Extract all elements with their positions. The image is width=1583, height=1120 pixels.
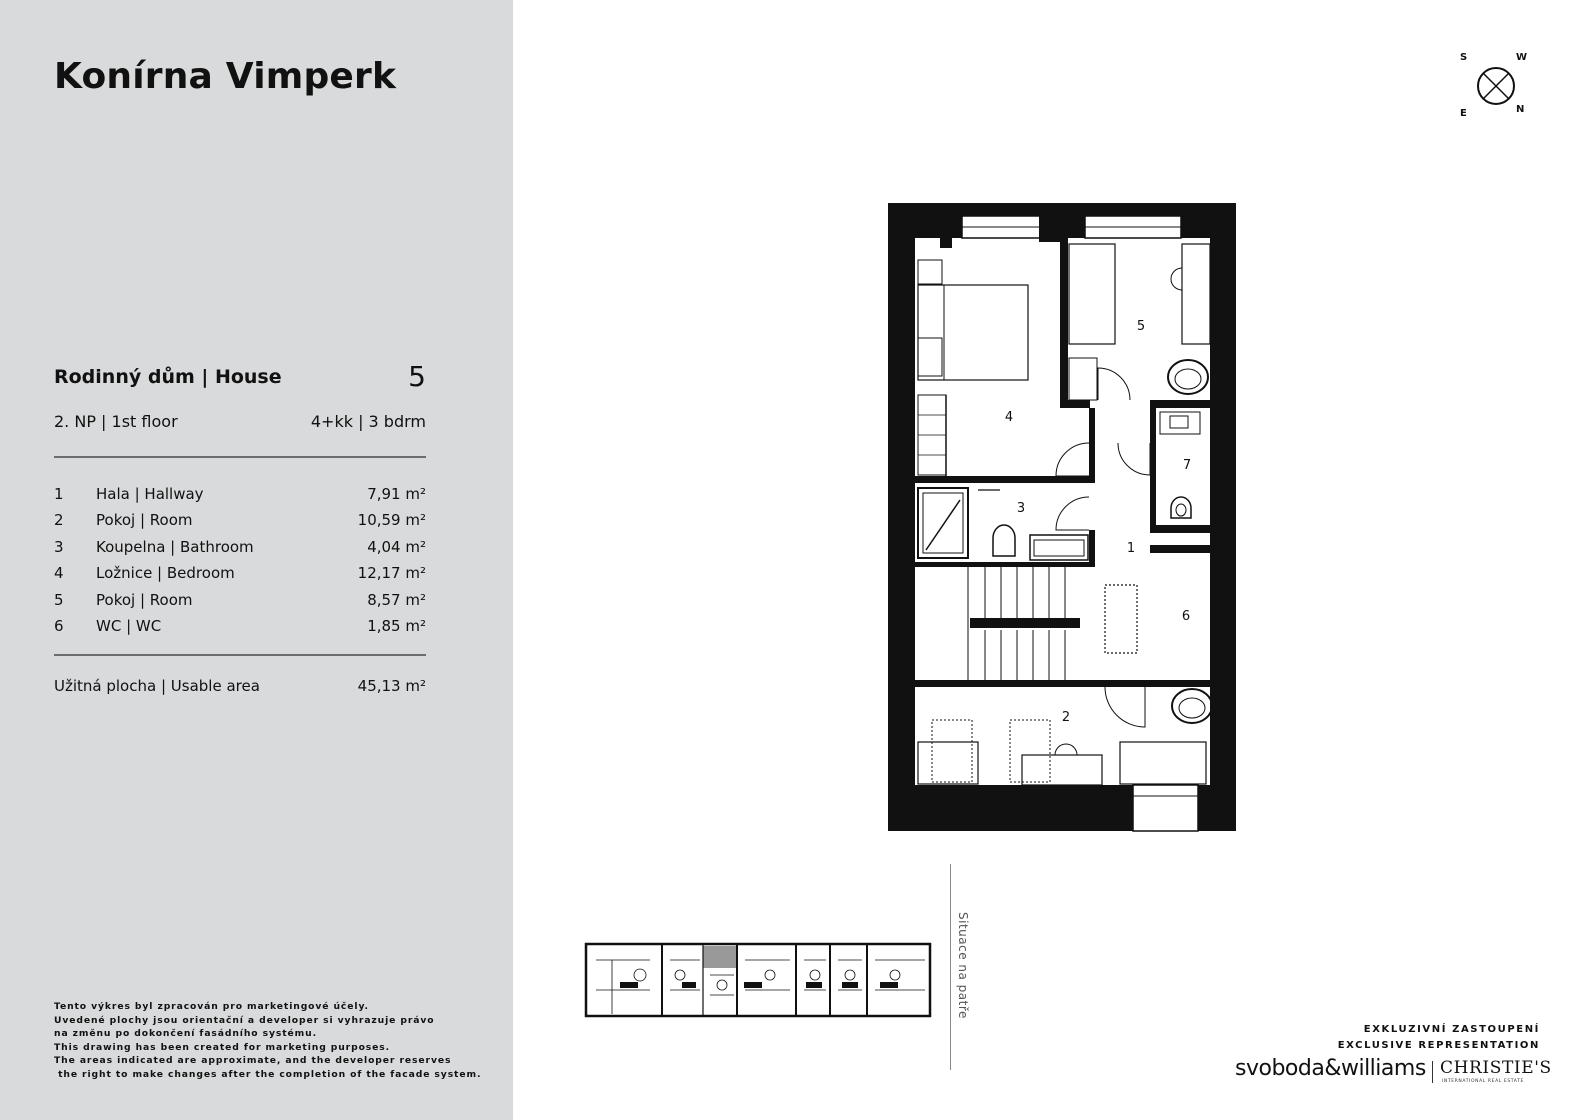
wall (1150, 545, 1210, 553)
desk (1022, 755, 1102, 785)
room-number: 1 (54, 485, 64, 503)
compass-s: S (1460, 52, 1468, 63)
floor-label: 2. NP | 1st floor (54, 412, 178, 431)
exclusive-representation (1338, 1022, 1540, 1054)
room-name: Pokoj | Room (96, 511, 193, 530)
disclaimer-line: Uvedené plochy jsou orientační a developer si vyhrazuje právo (54, 1014, 435, 1026)
room-number: 4 (54, 564, 64, 583)
plan-label-room-3: 3 (1016, 501, 1026, 516)
representation-line-cz: EXKLUZIVNÍ ZASTOUPENÍ (1363, 1024, 1540, 1035)
agency-logo: svoboda&williams (1235, 1056, 1426, 1081)
door-swing (1056, 497, 1089, 530)
room-name: WC | WC (96, 616, 162, 635)
layout-label: 4+kk | 3 bdrm (310, 412, 426, 431)
disclaimer-line: Tento výkres byl zpracován pro marketingové účely. (54, 1001, 369, 1012)
disclaimer-line: na změnu po dokončení fasádního systému. (54, 1028, 317, 1040)
door-swing (1098, 368, 1130, 400)
wall (1150, 408, 1156, 533)
door-swing (1056, 443, 1089, 476)
situation-label: Situace na patře (956, 912, 970, 1019)
compass-w: W (1516, 52, 1528, 63)
usable-area-value: 45,13 m² (357, 677, 426, 695)
door-swing (1118, 443, 1150, 475)
room-area: 8,57 m² (367, 590, 426, 609)
disclaimer-line: the right to make changes after the completion of the facade system. (54, 1068, 482, 1080)
room-name: Ložnice | Bedroom (96, 564, 235, 583)
partner-logo-sub: INTERNATIONAL REAL ESTATE (1442, 1079, 1524, 1084)
plan-label-room-4: 4 (1004, 410, 1014, 425)
wall (915, 680, 1210, 687)
plan-label-room-6: 6 (1181, 609, 1191, 624)
compass-n: N (1516, 104, 1525, 115)
disclaimer-line: This drawing has been created for marketing purposes. (54, 1041, 391, 1053)
room-number: 2 (54, 511, 64, 530)
room-area: 12,17 m² (357, 564, 426, 583)
toilet (1171, 497, 1191, 518)
room-name: Hala | Hallway (96, 485, 204, 503)
situation-divider (950, 864, 951, 1070)
plan-label-room-5: 5 (1136, 319, 1146, 334)
room-number: 6 (54, 616, 64, 635)
situation-plan (586, 944, 930, 1016)
bed (918, 285, 1028, 380)
bed (1069, 244, 1115, 344)
room-name: Pokoj | Room (96, 590, 193, 609)
plan-label-room-1: 1 (1126, 541, 1136, 556)
logo-separator (1432, 1061, 1433, 1083)
disclaimer-line: The areas indicated are approximate, and the developer reserves (54, 1055, 452, 1067)
room-number: 3 (54, 537, 64, 556)
wall (915, 476, 1095, 483)
desk (1182, 244, 1210, 344)
toilet (993, 525, 1015, 556)
unit-number: 5 (408, 360, 426, 393)
compass-e: E (1460, 108, 1467, 119)
wall (915, 562, 1095, 567)
bottom-wall (1198, 785, 1236, 831)
unit-type-label: Rodinný dům | House (54, 366, 282, 388)
room-area: 7,91 m² (367, 485, 426, 503)
wall (1060, 238, 1068, 408)
wall (1089, 530, 1095, 567)
wall (1060, 400, 1090, 408)
bottom-wall (888, 785, 1133, 831)
bed (918, 742, 978, 784)
room-area: 1,85 m² (367, 616, 426, 635)
room-area: 10,59 m² (357, 511, 426, 530)
wall (1150, 525, 1210, 533)
shower (918, 488, 968, 558)
room-name: Koupelna | Bathroom (96, 537, 254, 556)
usable-area-label: Užitná plocha | Usable area (54, 677, 260, 695)
door-swing (1105, 687, 1145, 727)
representation-line-en: EXCLUSIVE REPRESENTATION (1337, 1040, 1540, 1051)
partner-logo: CHRISTIE'S (1440, 1058, 1552, 1078)
skylight (1105, 585, 1137, 653)
wall (1150, 400, 1210, 408)
window (1133, 785, 1198, 831)
wall (1089, 408, 1095, 483)
room-area: 4,04 m² (367, 537, 426, 556)
room-number: 5 (54, 590, 64, 609)
plan-label-room-2: 2 (1061, 710, 1071, 725)
wardrobe (1120, 742, 1206, 784)
plan-label-room-7: 7 (1182, 458, 1192, 473)
project-title: Konírna Vimperk (54, 56, 397, 97)
